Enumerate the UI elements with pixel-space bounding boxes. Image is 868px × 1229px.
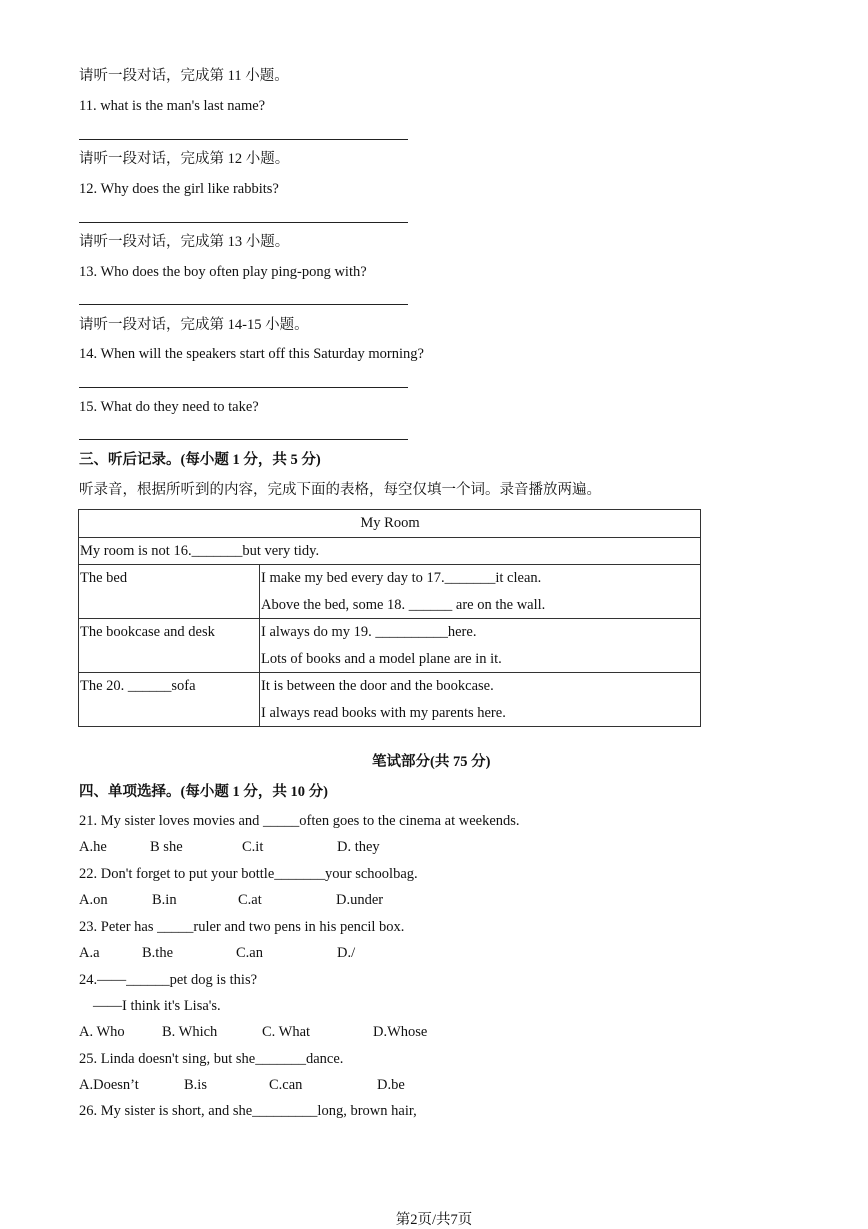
- option-22-b[interactable]: B.in: [152, 892, 177, 908]
- instruction-q14-15: 请听一段对话，完成第 14-15 小题。: [79, 317, 309, 333]
- question-23: 23. Peter has _____ruler and two pens in his pencil box.: [79, 919, 405, 935]
- question-25: 25. Linda doesn't sing, but she_______dance.: [79, 1051, 344, 1067]
- question-14: 14. When will the speakers start off this Saturday morning?: [79, 346, 424, 362]
- option-21-b[interactable]: B she: [150, 839, 183, 855]
- blank-20-text: The 20. ______sofa: [80, 678, 196, 694]
- answer-line-14[interactable]: [79, 387, 408, 388]
- row-content-bookcase: [260, 619, 701, 673]
- blank-17-text: I make my bed every day to 17._______it clean.: [261, 570, 542, 586]
- question-26: 26. My sister is short, and she_________long, brown hair,: [79, 1103, 417, 1119]
- row-content-bed: [260, 565, 701, 619]
- row-line-text: It is between the door and the bookcase.: [261, 678, 494, 694]
- option-24-c[interactable]: C. What: [262, 1024, 311, 1040]
- row-label-sofa: [79, 673, 260, 727]
- answer-line-15[interactable]: [79, 439, 408, 440]
- row-label-text: The bed: [80, 570, 128, 586]
- row-line-text: Lots of books and a model plane are in it.: [261, 650, 502, 667]
- answer-line-13[interactable]: [79, 304, 408, 305]
- option-23-d[interactable]: D./: [337, 945, 356, 961]
- table-row: [79, 673, 701, 727]
- question-24-reply: ——I think it's Lisa's.: [93, 998, 221, 1014]
- answer-line-11[interactable]: [79, 139, 408, 140]
- instruction-q12: 请听一段对话，完成第 12 小题。: [79, 151, 290, 167]
- question-13: 13. Who does the boy often play ping-pong with?: [79, 264, 367, 280]
- question-22: 22. Don't forget to put your bottle_______your schoolbag.: [79, 866, 418, 882]
- row-label-text: The bookcase and desk: [80, 624, 215, 640]
- table-row: [79, 565, 701, 619]
- option-21-a[interactable]: A.he: [79, 839, 107, 855]
- option-24-a[interactable]: A. Who: [79, 1024, 125, 1040]
- option-25-a[interactable]: A.Doesn’t: [79, 1077, 139, 1093]
- table-row: [79, 619, 701, 673]
- question-24: 24.——______pet dog is this?: [79, 972, 258, 988]
- option-25-b[interactable]: B.is: [184, 1077, 207, 1093]
- table-title-row: [79, 510, 701, 538]
- blank-16-text: My room is not 16._______but very tidy.: [80, 542, 320, 559]
- table-intro-row: [79, 537, 701, 565]
- blank-19-text: I always do my 19. __________here.: [261, 624, 477, 640]
- table-title: My Room: [79, 510, 701, 538]
- instruction-q13: 请听一段对话，完成第 13 小题。: [79, 234, 290, 250]
- written-part-heading: 笔试部分(共 75 分): [372, 754, 491, 770]
- option-22-c[interactable]: C.at: [238, 892, 262, 908]
- section3-heading: 三、听后记录。(每小题 1 分，共 5 分): [79, 452, 321, 468]
- option-23-c[interactable]: C.an: [236, 945, 263, 961]
- option-23-b[interactable]: B.the: [142, 945, 174, 961]
- option-25-d[interactable]: D.be: [377, 1077, 405, 1093]
- row-content-sofa: [260, 673, 701, 727]
- option-22-a[interactable]: A.on: [79, 892, 108, 908]
- blank-18-text: Above the bed, some 18. ______ are on the wall.: [261, 596, 546, 613]
- option-21-c[interactable]: C.it: [242, 839, 264, 855]
- instruction-q11: 请听一段对话，完成第 11 小题。: [79, 68, 289, 84]
- option-24-d[interactable]: D.Whose: [373, 1024, 428, 1040]
- page-number-footer: 第2页/共7页: [395, 1212, 473, 1228]
- row-line-text: I always read books with my parents here.: [261, 704, 506, 721]
- question-12: 12. Why does the girl like rabbits?: [79, 181, 279, 197]
- question-15: 15. What do they need to take?: [79, 399, 259, 415]
- option-22-d[interactable]: D.under: [336, 892, 384, 908]
- option-23-a[interactable]: A.a: [79, 945, 100, 961]
- answer-line-12[interactable]: [79, 222, 408, 223]
- section4-heading: 四、单项选择。(每小题 1 分，共 10 分): [79, 784, 328, 800]
- section3-instruction: 听录音，根据所听到的内容，完成下面的表格，每空仅填一个词。录音播放两遍。: [79, 482, 601, 498]
- option-21-d[interactable]: D. they: [337, 839, 380, 855]
- option-25-c[interactable]: C.can: [269, 1077, 303, 1093]
- row-label-bookcase: [79, 619, 260, 673]
- my-room-table: [78, 509, 701, 727]
- option-24-b[interactable]: B. Which: [162, 1024, 218, 1040]
- question-11: 11. what is the man's last name?: [79, 98, 266, 114]
- question-21: 21. My sister loves movies and _____often goes to the cinema at weekends.: [79, 813, 520, 829]
- row-label-bed: [79, 565, 260, 619]
- table-intro-cell: [79, 537, 701, 565]
